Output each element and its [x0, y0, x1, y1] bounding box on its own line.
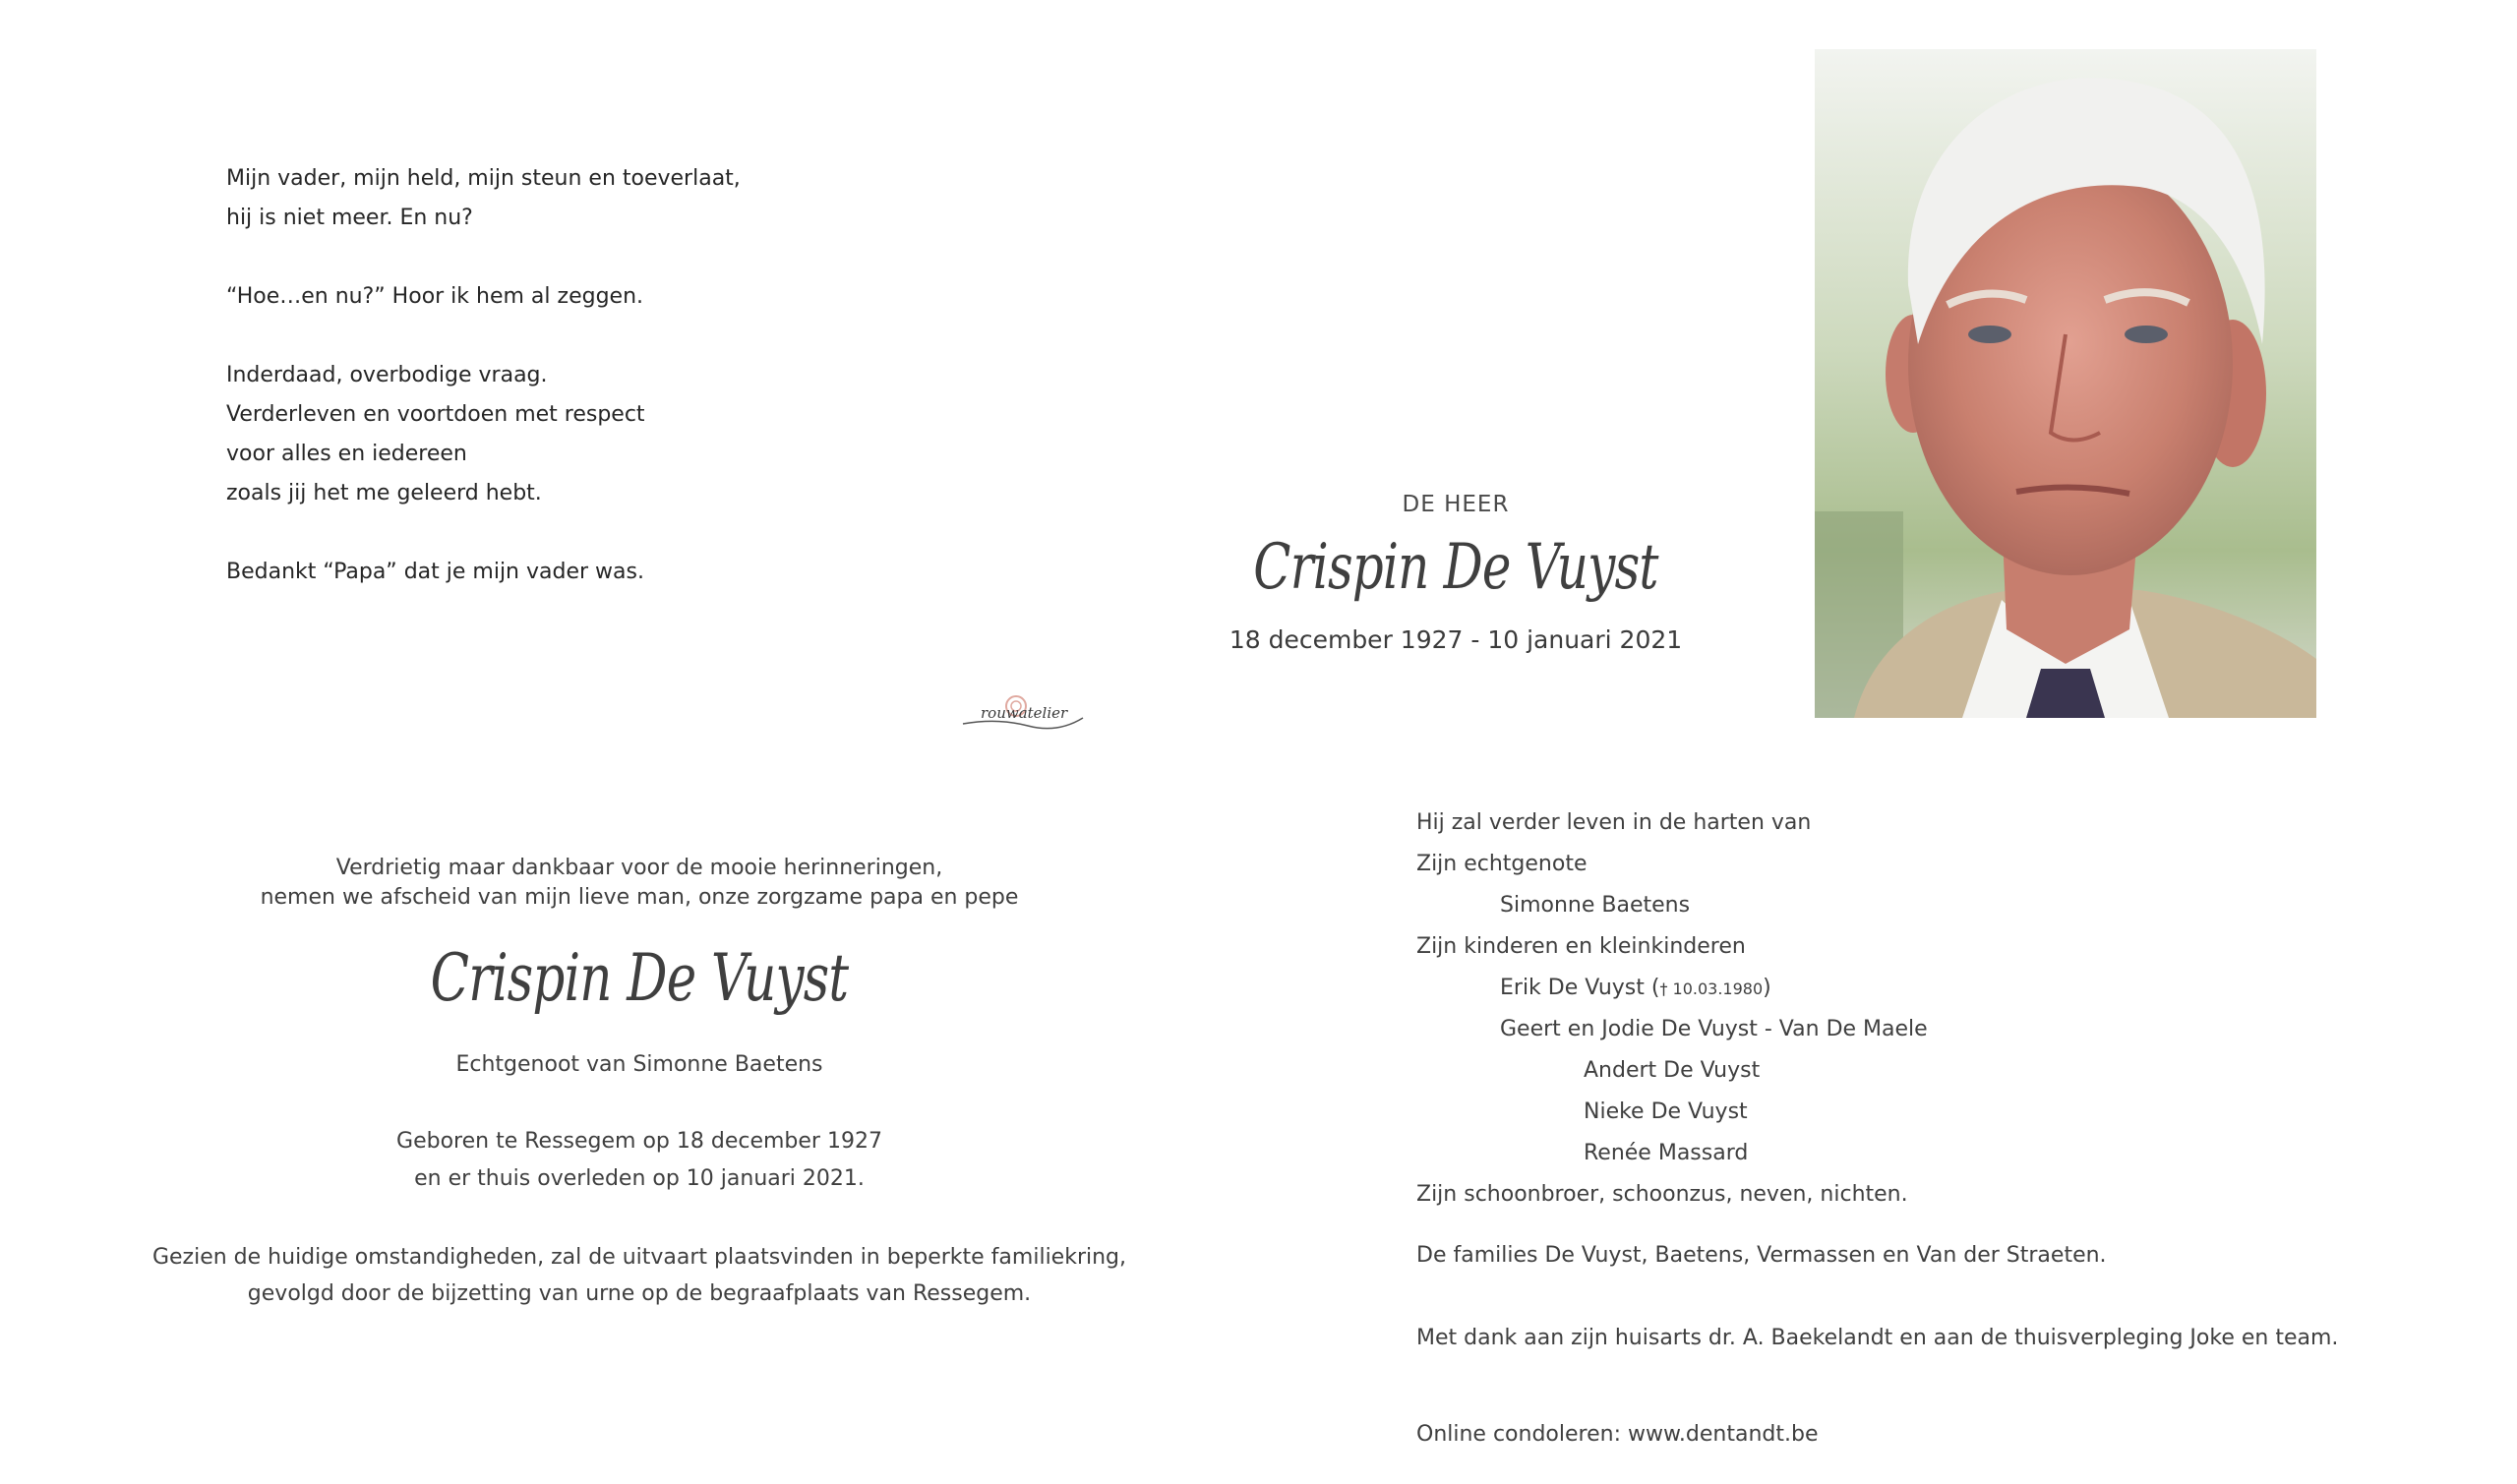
family-member: Nieke De Vuyst	[1584, 1099, 1748, 1124]
family-member: Andert De Vuyst	[1584, 1058, 1761, 1083]
family-member: Renée Massard	[1584, 1141, 1749, 1165]
member-name: Erik De Vuyst (	[1500, 976, 1660, 1000]
logo-text: rouwatelier	[981, 704, 1068, 722]
poem-line: Verderleven en voortdoen met respect	[226, 402, 645, 427]
families-line: De families De Vuyst, Baetens, Vermassen en Van der Straeten.	[1416, 1243, 2107, 1268]
poem-line: “Hoe…en nu?” Hoor ik hem al zeggen.	[226, 284, 644, 309]
family-member: Geert en Jodie De Vuyst - Van De Maele	[1500, 1017, 1928, 1041]
intro-line: Verdrietig maar dankbaar voor de mooie herinneringen,	[335, 856, 943, 880]
poem-line: Bedankt “Papa” dat je mijn vader was.	[226, 560, 644, 584]
poem-stanza	[226, 159, 741, 238]
funeral-line: gevolgd door de bijzetting van urne op de begraafplaats van Ressegem.	[247, 1281, 1032, 1306]
poem-line: Mijn vader, mijn held, mijn steun en toeverlaat,	[226, 166, 741, 191]
family-heading: Hij zal verder leven in de harten van	[1416, 810, 1812, 835]
poem-stanza	[226, 277, 741, 317]
deceased-name: Crispin De Vuyst	[430, 940, 849, 1016]
intro-line: nemen we afscheid van mijn lieve man, onze zorgzame papa en pepe	[260, 885, 1019, 910]
portrait-photo	[1815, 49, 2316, 718]
death-note: † 10.03.1980	[1659, 979, 1764, 998]
rouwatelier-logo	[959, 688, 1087, 747]
birth-line: Geboren te Ressegem op 18 december 1927	[396, 1129, 882, 1154]
poem-line: Inderdaad, overbodige vraag.	[226, 363, 548, 387]
family-label: Zijn echtgenote	[1416, 852, 1588, 876]
member-name-close: )	[1763, 976, 1771, 1000]
life-dates: 18 december 1927 - 10 januari 2021	[1229, 625, 1683, 654]
deceased-name-heading: Crispin De Vuyst	[1253, 531, 1658, 604]
thanks-line: Met dank aan zijn huisarts dr. A. Baekelandt en aan de thuisverpleging Joke en team.	[1416, 1326, 2339, 1350]
salutation: DE HEER	[1402, 492, 1510, 517]
online-condolence: Online condoleren: www.dentandt.be	[1416, 1422, 1819, 1447]
portrait-illustration	[1815, 49, 2316, 718]
family-label: Zijn schoonbroer, schoonzus, neven, nichten.	[1416, 1182, 1908, 1207]
death-line: en er thuis overleden op 10 januari 2021.	[414, 1166, 865, 1191]
poem-stanza	[226, 356, 741, 513]
poem-stanza	[226, 553, 741, 592]
spouse-line: Echtgenoot van Simonne Baetens	[455, 1052, 823, 1077]
family-label: Zijn kinderen en kleinkinderen	[1416, 934, 1746, 959]
poem-line: zoals jij het me geleerd hebt.	[226, 481, 542, 505]
poem-line: hij is niet meer. En nu?	[226, 206, 473, 230]
family-member	[1416, 976, 1771, 1000]
poem-line: voor alles en iedereen	[226, 442, 467, 466]
funeral-line: Gezien de huidige omstandigheden, zal de uitvaart plaatsvinden in beperkte familiekring,	[151, 1245, 1127, 1270]
poem	[226, 159, 741, 631]
family-member: Simonne Baetens	[1500, 893, 1691, 918]
